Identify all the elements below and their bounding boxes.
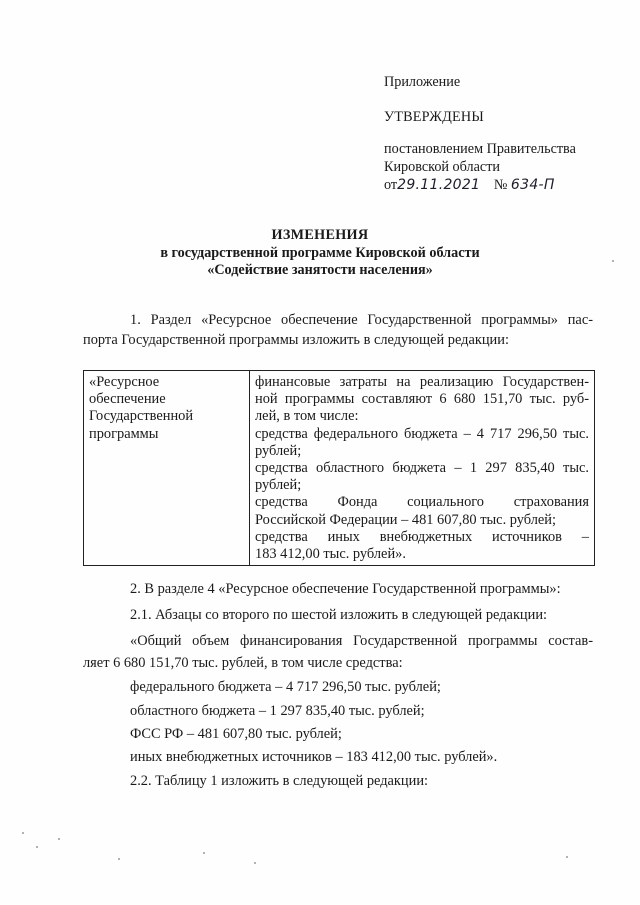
table-right-line: ной программы составляют 6 680 151,70 тыс. руб- — [255, 391, 589, 408]
resource-table — [83, 370, 595, 566]
section2-regional: областного бюджета – 1 297 835,40 тыс. рублей; — [130, 703, 425, 719]
title-subline: в государственной программе Кировской области — [160, 245, 480, 261]
handwritten-number: 634-П — [510, 177, 555, 193]
table-right-line: средства областного бюджета – 1 297 835,40 тыс. — [255, 460, 589, 477]
scan-speck — [22, 832, 24, 834]
title-program-name: «Содействие занятости населения» — [207, 262, 433, 278]
section2-quote-line2: ляет 6 680 151,70 тыс. рублей, в том числе средства: — [83, 655, 403, 671]
appendix-label: Приложение — [384, 74, 461, 90]
scan-speck — [254, 862, 256, 864]
scan-speck — [612, 260, 614, 262]
section2-heading: 2. В разделе 4 «Ресурсное обеспечение Государственной программы»: — [130, 581, 561, 597]
section2-sub1: 2.1. Абзацы со второго по шестой изложить в следующей редакции: — [130, 607, 548, 623]
table-right-cell — [255, 374, 589, 563]
document-title: ИЗМЕНЕНИЯ — [271, 227, 369, 243]
table-right-line: Российской Федерации – 481 607,80 тыс. рублей; — [255, 511, 557, 528]
handwritten-date: 29.11.2021 — [397, 177, 481, 193]
table-left-cell — [89, 374, 193, 443]
number-prefix: № — [493, 177, 508, 193]
section2-quote-line1: «Общий объем финансирования Государственной программы состав- — [130, 633, 593, 649]
scan-speck — [118, 858, 120, 860]
table-left-line: «Ресурсное — [89, 374, 160, 390]
table-column-divider — [249, 371, 250, 565]
table-right-line: рублей; — [255, 477, 302, 494]
region-label: Кировской области — [384, 159, 500, 175]
table-left-line: Государственной — [89, 408, 194, 425]
section1-line2: порта Государственной программы изложить в следующей редакции: — [83, 332, 509, 348]
section1-line1: 1. Раздел «Ресурсное обеспечение Государственной программы» пас- — [130, 312, 593, 328]
section2-fss: ФСС РФ – 481 607,80 тыс. рублей; — [130, 726, 342, 742]
table-left-line: обеспечение — [89, 391, 166, 408]
table-right-line: лей, в том числе: — [255, 408, 359, 425]
table-right-line: средства Фонда социального страхования — [255, 494, 589, 511]
scan-speck — [203, 852, 205, 854]
date-prefix: от — [384, 177, 398, 193]
scan-speck — [566, 856, 568, 858]
table-right-line: рублей; — [255, 442, 302, 459]
table-left-line: программы — [89, 425, 159, 442]
scan-speck — [58, 838, 60, 840]
approved-label: УТВЕРЖДЕНЫ — [384, 109, 484, 125]
table-right-line: финансовые затраты на реализацию Государствен- — [255, 374, 589, 390]
table-right-line: 183 412,00 тыс. рублей». — [255, 546, 406, 563]
scan-speck — [36, 846, 38, 848]
section2-federal: федерального бюджета – 4 717 296,50 тыс. рублей; — [130, 679, 441, 695]
section2-other: иных внебюджетных источников – 183 412,00 тыс. рублей». — [130, 749, 498, 765]
section2-sub2: 2.2. Таблицу 1 изложить в следующей редакции: — [130, 773, 429, 789]
resolution-label: постановлением Правительства — [384, 141, 576, 157]
table-right-line: средства федерального бюджета – 4 717 296,50 тыс. — [255, 425, 589, 442]
table-right-line: средства иных внебюджетных источников – — [255, 528, 589, 545]
date-number-line — [384, 176, 555, 194]
